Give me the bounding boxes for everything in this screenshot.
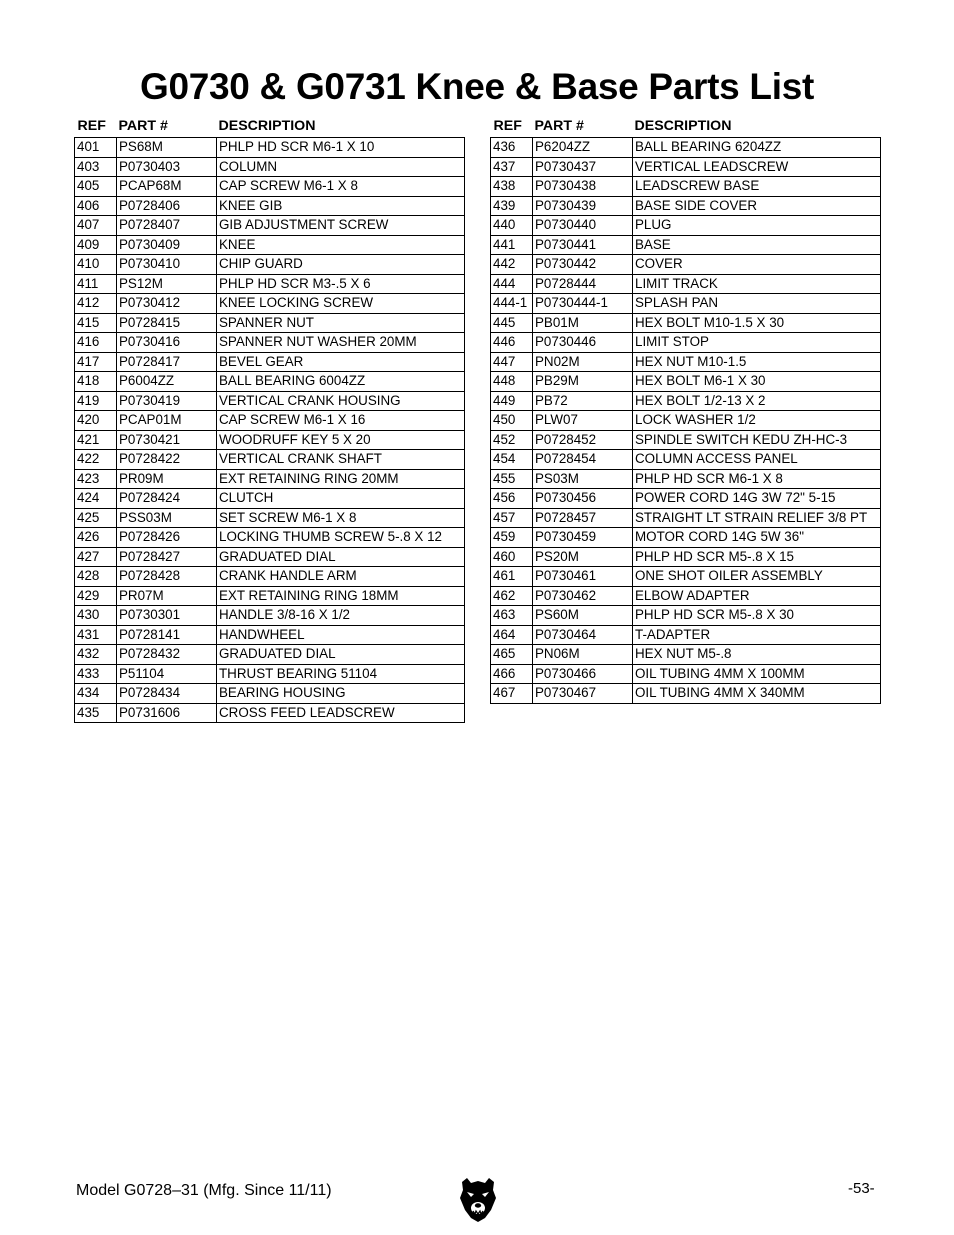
part-number-cell: P0730440 bbox=[533, 216, 633, 236]
table-row bbox=[491, 177, 881, 197]
table-row bbox=[75, 664, 465, 684]
table-row bbox=[491, 645, 881, 665]
table-row bbox=[491, 294, 881, 314]
table-row bbox=[491, 547, 881, 567]
description-column-header: DESCRIPTION bbox=[634, 118, 732, 134]
table-row bbox=[491, 216, 881, 236]
table-row bbox=[491, 586, 881, 606]
part-number-cell: PR09M bbox=[117, 469, 217, 489]
part-number-cell: P0728406 bbox=[117, 196, 217, 216]
ref-cell: 401 bbox=[75, 138, 117, 158]
part-number-cell: PSS03M bbox=[117, 508, 217, 528]
table-row bbox=[75, 313, 465, 333]
description-cell: SPANNER NUT bbox=[217, 313, 465, 333]
ref-cell: 420 bbox=[75, 411, 117, 431]
ref-cell: 425 bbox=[75, 508, 117, 528]
table-row bbox=[491, 372, 881, 392]
ref-cell: 436 bbox=[491, 138, 533, 158]
ref-cell: 462 bbox=[491, 586, 533, 606]
ref-cell: 432 bbox=[75, 645, 117, 665]
table-row bbox=[75, 235, 465, 255]
ref-cell: 463 bbox=[491, 606, 533, 626]
ref-cell: 430 bbox=[75, 606, 117, 626]
table-row bbox=[75, 157, 465, 177]
table-row bbox=[75, 196, 465, 216]
description-cell: PHLP HD SCR M5-.8 X 15 bbox=[633, 547, 881, 567]
table-row bbox=[75, 567, 465, 587]
table-row bbox=[491, 196, 881, 216]
description-cell: LIMIT TRACK bbox=[633, 274, 881, 294]
ref-cell: 442 bbox=[491, 255, 533, 275]
part-number-cell: P0730441 bbox=[533, 235, 633, 255]
description-cell: EXT RETAINING RING 20MM bbox=[217, 469, 465, 489]
table-row bbox=[491, 411, 881, 431]
description-cell: LOCK WASHER 1/2 bbox=[633, 411, 881, 431]
ref-cell: 409 bbox=[75, 235, 117, 255]
description-cell: SPLASH PAN bbox=[633, 294, 881, 314]
ref-cell: 445 bbox=[491, 313, 533, 333]
description-cell: VERTICAL CRANK SHAFT bbox=[217, 450, 465, 470]
part-number-cell: PS03M bbox=[533, 469, 633, 489]
table-row bbox=[491, 274, 881, 294]
table-row bbox=[75, 352, 465, 372]
ref-cell: 429 bbox=[75, 586, 117, 606]
part-number-cell: P0730438 bbox=[533, 177, 633, 197]
part-number-cell: P0728452 bbox=[533, 430, 633, 450]
table-row bbox=[491, 508, 881, 528]
ref-cell: 434 bbox=[75, 684, 117, 704]
part-number-cell: P0728422 bbox=[117, 450, 217, 470]
table-row bbox=[75, 333, 465, 353]
description-cell: LOCKING THUMB SCREW 5-.8 X 12 bbox=[217, 528, 465, 548]
table-row bbox=[491, 430, 881, 450]
table-row bbox=[75, 586, 465, 606]
part-number-cell: P0730410 bbox=[117, 255, 217, 275]
part-number-cell: P0728417 bbox=[117, 352, 217, 372]
ref-cell: 424 bbox=[75, 489, 117, 509]
ref-cell: 454 bbox=[491, 450, 533, 470]
table-row bbox=[491, 157, 881, 177]
part-number-cell: PS20M bbox=[533, 547, 633, 567]
table-row bbox=[75, 625, 465, 645]
page-number: -53- bbox=[848, 1180, 875, 1197]
part-number-cell: PB29M bbox=[533, 372, 633, 392]
table-row bbox=[75, 703, 465, 723]
table-row bbox=[75, 177, 465, 197]
table-row bbox=[491, 567, 881, 587]
table-row bbox=[75, 547, 465, 567]
part-number-cell: PLW07 bbox=[533, 411, 633, 431]
description-cell: KNEE LOCKING SCREW bbox=[217, 294, 465, 314]
ref-cell: 444 bbox=[491, 274, 533, 294]
description-cell: KNEE GIB bbox=[217, 196, 465, 216]
description-cell: SPINDLE SWITCH KEDU ZH-HC-3 bbox=[633, 430, 881, 450]
description-cell: BALL BEARING 6004ZZ bbox=[217, 372, 465, 392]
description-cell: GRADUATED DIAL bbox=[217, 547, 465, 567]
part-number-cell: P0731606 bbox=[117, 703, 217, 723]
table-row bbox=[491, 255, 881, 275]
part-number-cell: P0730446 bbox=[533, 333, 633, 353]
ref-cell: 444-1 bbox=[491, 294, 533, 314]
table-row bbox=[491, 333, 881, 353]
table-row bbox=[491, 391, 881, 411]
ref-cell: 465 bbox=[491, 645, 533, 665]
ref-cell: 461 bbox=[491, 567, 533, 587]
description-cell: T-ADAPTER bbox=[633, 625, 881, 645]
part-number-cell: PCAP68M bbox=[117, 177, 217, 197]
part-number-cell: P0728427 bbox=[117, 547, 217, 567]
description-cell: SPANNER NUT WASHER 20MM bbox=[217, 333, 465, 353]
part-number-cell: P0730466 bbox=[533, 664, 633, 684]
description-cell: ELBOW ADAPTER bbox=[633, 586, 881, 606]
ref-cell: 441 bbox=[491, 235, 533, 255]
description-cell: MOTOR CORD 14G 5W 36" bbox=[633, 528, 881, 548]
part-number-cell: P0730461 bbox=[533, 567, 633, 587]
ref-cell: 431 bbox=[75, 625, 117, 645]
description-cell: COLUMN bbox=[217, 157, 465, 177]
description-cell: BALL BEARING 6204ZZ bbox=[633, 138, 881, 158]
ref-cell: 466 bbox=[491, 664, 533, 684]
part-number-cell: P0730439 bbox=[533, 196, 633, 216]
table-row bbox=[75, 372, 465, 392]
part-number-cell: PN06M bbox=[533, 645, 633, 665]
ref-cell: 450 bbox=[491, 411, 533, 431]
part-number-cell: P0728407 bbox=[117, 216, 217, 236]
table-row bbox=[75, 294, 465, 314]
table-row bbox=[491, 235, 881, 255]
part-number-cell: PS68M bbox=[117, 138, 217, 158]
table-row bbox=[491, 450, 881, 470]
part-number-cell: P0728457 bbox=[533, 508, 633, 528]
description-column-header: DESCRIPTION bbox=[218, 118, 316, 134]
table-row bbox=[491, 664, 881, 684]
description-cell: BASE SIDE COVER bbox=[633, 196, 881, 216]
table-row bbox=[491, 625, 881, 645]
part-number-cell: P0730459 bbox=[533, 528, 633, 548]
ref-cell: 456 bbox=[491, 489, 533, 509]
description-cell: LEADSCREW BASE bbox=[633, 177, 881, 197]
description-cell: VERTICAL CRANK HOUSING bbox=[217, 391, 465, 411]
description-cell: CLUTCH bbox=[217, 489, 465, 509]
description-cell: COLUMN ACCESS PANEL bbox=[633, 450, 881, 470]
part-number-cell: P0728454 bbox=[533, 450, 633, 470]
description-cell: CROSS FEED LEADSCREW bbox=[217, 703, 465, 723]
description-cell: KNEE bbox=[217, 235, 465, 255]
part-number-cell: P0728141 bbox=[117, 625, 217, 645]
part-number-cell: PB01M bbox=[533, 313, 633, 333]
description-cell: EXT RETAINING RING 18MM bbox=[217, 586, 465, 606]
table-row bbox=[75, 645, 465, 665]
footer-model-text: Model G0728–31 (Mfg. Since 11/11) bbox=[76, 1182, 332, 1199]
description-cell: LIMIT STOP bbox=[633, 333, 881, 353]
ref-cell: 437 bbox=[491, 157, 533, 177]
description-cell: CRANK HANDLE ARM bbox=[217, 567, 465, 587]
ref-cell: 407 bbox=[75, 216, 117, 236]
table-row bbox=[491, 684, 881, 704]
part-number-cell: PB72 bbox=[533, 391, 633, 411]
table-header-row bbox=[75, 115, 465, 138]
ref-cell: 467 bbox=[491, 684, 533, 704]
description-cell: BEVEL GEAR bbox=[217, 352, 465, 372]
ref-cell: 438 bbox=[491, 177, 533, 197]
part-number-cell: P51104 bbox=[117, 664, 217, 684]
ref-cell: 455 bbox=[491, 469, 533, 489]
description-cell: PLUG bbox=[633, 216, 881, 236]
ref-cell: 439 bbox=[491, 196, 533, 216]
part-number-cell: P0730467 bbox=[533, 684, 633, 704]
description-cell: WOODRUFF KEY 5 X 20 bbox=[217, 430, 465, 450]
ref-cell: 419 bbox=[75, 391, 117, 411]
description-cell: COVER bbox=[633, 255, 881, 275]
description-cell: THRUST BEARING 51104 bbox=[217, 664, 465, 684]
page-title: G0730 & G0731 Knee & Base Parts List bbox=[139, 66, 815, 107]
part-number-cell: P0730464 bbox=[533, 625, 633, 645]
description-cell: POWER CORD 14G 3W 72" 5-15 bbox=[633, 489, 881, 509]
description-cell: OIL TUBING 4MM X 340MM bbox=[633, 684, 881, 704]
part-number-cell: P0730412 bbox=[117, 294, 217, 314]
part-number-cell: PS12M bbox=[117, 274, 217, 294]
table-row bbox=[75, 391, 465, 411]
table-row bbox=[75, 606, 465, 626]
ref-cell: 403 bbox=[75, 157, 117, 177]
ref-cell: 460 bbox=[491, 547, 533, 567]
table-row bbox=[75, 489, 465, 509]
table-row bbox=[491, 352, 881, 372]
description-cell: PHLP HD SCR M6-1 X 8 bbox=[633, 469, 881, 489]
part-number-cell: P0728428 bbox=[117, 567, 217, 587]
description-cell: HEX BOLT M10-1.5 X 30 bbox=[633, 313, 881, 333]
description-cell: PHLP HD SCR M6-1 X 10 bbox=[217, 138, 465, 158]
ref-cell: 410 bbox=[75, 255, 117, 275]
description-cell: HEX BOLT M6-1 X 30 bbox=[633, 372, 881, 392]
part-number-cell: P0728444 bbox=[533, 274, 633, 294]
part-number-cell: P6204ZZ bbox=[533, 138, 633, 158]
ref-cell: 440 bbox=[491, 216, 533, 236]
ref-cell: 449 bbox=[491, 391, 533, 411]
part-number-cell: PR07M bbox=[117, 586, 217, 606]
table-row bbox=[75, 684, 465, 704]
part-number-cell: P0730403 bbox=[117, 157, 217, 177]
ref-cell: 417 bbox=[75, 352, 117, 372]
ref-cell: 427 bbox=[75, 547, 117, 567]
description-cell: HEX NUT M5-.8 bbox=[633, 645, 881, 665]
table-header-row bbox=[491, 115, 881, 138]
ref-cell: 448 bbox=[491, 372, 533, 392]
part-number-cell: PCAP01M bbox=[117, 411, 217, 431]
ref-cell: 446 bbox=[491, 333, 533, 353]
part-number-cell: P0728415 bbox=[117, 313, 217, 333]
ref-cell: 428 bbox=[75, 567, 117, 587]
ref-cell: 423 bbox=[75, 469, 117, 489]
ref-cell: 459 bbox=[491, 528, 533, 548]
table-row bbox=[75, 138, 465, 158]
description-cell: CAP SCREW M6-1 X 8 bbox=[217, 177, 465, 197]
ref-cell: 421 bbox=[75, 430, 117, 450]
table-row bbox=[75, 216, 465, 236]
table-row bbox=[491, 606, 881, 626]
ref-cell: 447 bbox=[491, 352, 533, 372]
part-number-cell: PN02M bbox=[533, 352, 633, 372]
ref-cell: 433 bbox=[75, 664, 117, 684]
part-number-cell: P0730409 bbox=[117, 235, 217, 255]
ref-column-header: REF bbox=[493, 118, 522, 134]
table-row bbox=[491, 469, 881, 489]
table-row bbox=[75, 411, 465, 431]
ref-cell: 435 bbox=[75, 703, 117, 723]
part-number-cell: P0728432 bbox=[117, 645, 217, 665]
part-number-cell: P0730421 bbox=[117, 430, 217, 450]
table-row bbox=[75, 469, 465, 489]
description-cell: PHLP HD SCR M5-.8 X 30 bbox=[633, 606, 881, 626]
ref-cell: 452 bbox=[491, 430, 533, 450]
table-row bbox=[75, 430, 465, 450]
part-number-cell: P0730419 bbox=[117, 391, 217, 411]
table-row bbox=[491, 528, 881, 548]
table-row bbox=[75, 528, 465, 548]
ref-cell: 426 bbox=[75, 528, 117, 548]
table-row bbox=[75, 450, 465, 470]
description-cell: GIB ADJUSTMENT SCREW bbox=[217, 216, 465, 236]
ref-cell: 464 bbox=[491, 625, 533, 645]
description-cell: BEARING HOUSING bbox=[217, 684, 465, 704]
description-cell: HEX BOLT 1/2-13 X 2 bbox=[633, 391, 881, 411]
part-number-cell: P6004ZZ bbox=[117, 372, 217, 392]
part-number-cell: P0730301 bbox=[117, 606, 217, 626]
part-number-cell: P0730456 bbox=[533, 489, 633, 509]
part-number-cell: P0728426 bbox=[117, 528, 217, 548]
part-number-cell: PS60M bbox=[533, 606, 633, 626]
description-cell: HANDLE 3/8-16 X 1/2 bbox=[217, 606, 465, 626]
ref-cell: 457 bbox=[491, 508, 533, 528]
part-column-header: PART # bbox=[534, 118, 584, 134]
table-row bbox=[75, 255, 465, 275]
ref-cell: 406 bbox=[75, 196, 117, 216]
description-cell: HANDWHEEL bbox=[217, 625, 465, 645]
table-row bbox=[491, 313, 881, 333]
description-cell: VERTICAL LEADSCREW bbox=[633, 157, 881, 177]
ref-cell: 412 bbox=[75, 294, 117, 314]
part-number-cell: P0730437 bbox=[533, 157, 633, 177]
ref-cell: 411 bbox=[75, 274, 117, 294]
table-row bbox=[491, 138, 881, 158]
description-cell: STRAIGHT LT STRAIN RELIEF 3/8 PT bbox=[633, 508, 881, 528]
table-row bbox=[75, 508, 465, 528]
ref-cell: 422 bbox=[75, 450, 117, 470]
table-row bbox=[491, 489, 881, 509]
description-cell: ONE SHOT OILER ASSEMBLY bbox=[633, 567, 881, 587]
part-number-cell: P0728434 bbox=[117, 684, 217, 704]
description-cell: HEX NUT M10-1.5 bbox=[633, 352, 881, 372]
part-number-cell: P0730462 bbox=[533, 586, 633, 606]
description-cell: SET SCREW M6-1 X 8 bbox=[217, 508, 465, 528]
part-number-cell: P0730416 bbox=[117, 333, 217, 353]
ref-cell: 416 bbox=[75, 333, 117, 353]
ref-cell: 418 bbox=[75, 372, 117, 392]
description-cell: CAP SCREW M6-1 X 16 bbox=[217, 411, 465, 431]
table-row bbox=[75, 274, 465, 294]
description-cell: CHIP GUARD bbox=[217, 255, 465, 275]
ref-column-header: REF bbox=[77, 118, 106, 134]
part-number-cell: P0730442 bbox=[533, 255, 633, 275]
description-cell: GRADUATED DIAL bbox=[217, 645, 465, 665]
description-cell: BASE bbox=[633, 235, 881, 255]
description-cell: PHLP HD SCR M3-.5 X 6 bbox=[217, 274, 465, 294]
part-number-cell: P0730444-1 bbox=[533, 294, 633, 314]
part-column-header: PART # bbox=[118, 118, 168, 134]
part-number-cell: P0728424 bbox=[117, 489, 217, 509]
ref-cell: 415 bbox=[75, 313, 117, 333]
ref-cell: 405 bbox=[75, 177, 117, 197]
parts-table-left bbox=[74, 115, 465, 723]
grizzly-bear-logo-icon bbox=[458, 1176, 498, 1224]
parts-table-right bbox=[490, 115, 881, 704]
description-cell: OIL TUBING 4MM X 100MM bbox=[633, 664, 881, 684]
